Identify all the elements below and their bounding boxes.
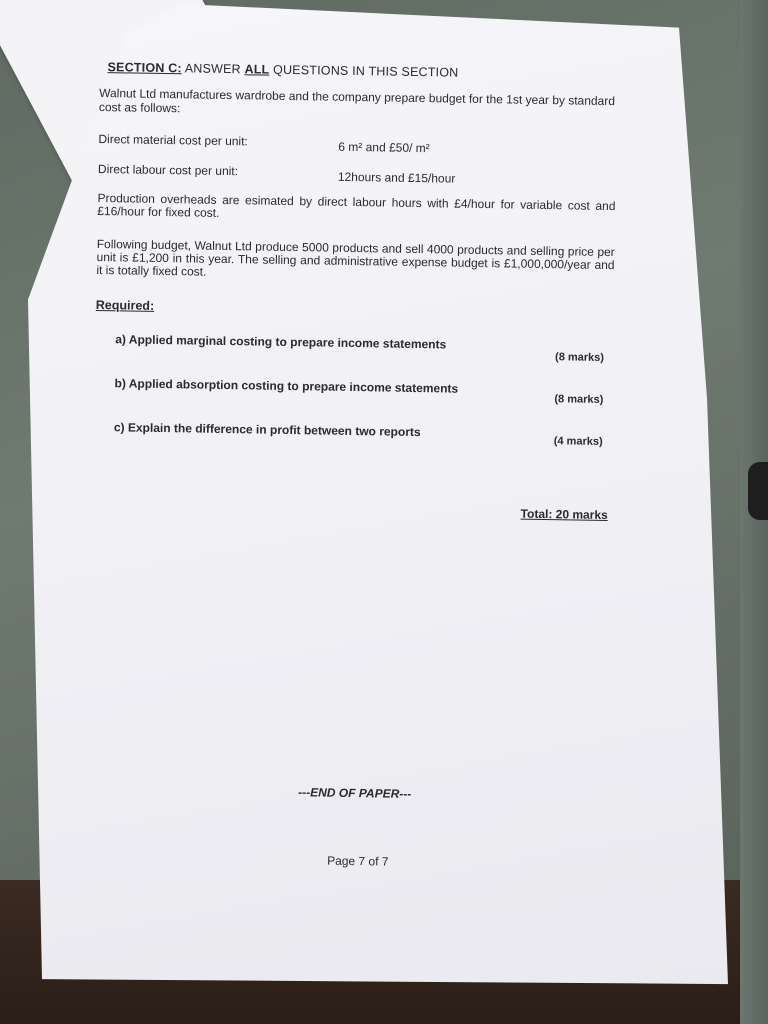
question-c-marks: (4 marks): [553, 435, 603, 448]
section-middle: ANSWER: [181, 61, 245, 77]
question-a-marks: (8 marks): [554, 351, 605, 364]
section-all: ALL: [244, 62, 270, 77]
labour-cost-value: 12hours and £15/hour: [337, 169, 456, 186]
cable-object: [748, 462, 768, 520]
total-marks: Total: 20 marks: [520, 506, 608, 523]
intro-paragraph: Walnut Ltd manufactures wardrobe and the company prepare budget for the 1st year by standard cost as follows:: [98, 85, 616, 116]
page-number: Page 7 of 7: [327, 853, 389, 869]
question-b-marks: (8 marks): [554, 393, 604, 406]
question-b: b) Applied absorption costing to prepare income statements: [114, 376, 459, 396]
labour-cost-label: Direct labour cost per unit:: [97, 161, 239, 179]
section-suffix: QUESTIONS IN THIS SECTION: [269, 62, 459, 80]
required-heading: Required:: [95, 297, 155, 313]
material-cost-value: 6 m² and £50/ m²: [338, 139, 430, 156]
budget-paragraph: Following budget, Walnut Ltd produce 5000 products and sell 4000 products and selling price per unit is £1,200 in this year. The selling and administrative expense budget is £1,000,000/year and it is totally fixed cost.: [96, 236, 615, 279]
end-of-paper: ---END OF PAPER---: [298, 785, 412, 801]
overheads-paragraph: Production overheads are esimated by direct labour hours with £4/hour for variable cost and £16/hour for fixed cost.: [97, 190, 616, 220]
section-prefix: SECTION C:: [107, 60, 182, 76]
material-cost-label: Direct material cost per unit:: [98, 131, 248, 149]
question-a: a) Applied marginal costing to prepare income statements: [115, 332, 447, 352]
question-c: c) Explain the difference in profit between two reports: [113, 420, 421, 440]
